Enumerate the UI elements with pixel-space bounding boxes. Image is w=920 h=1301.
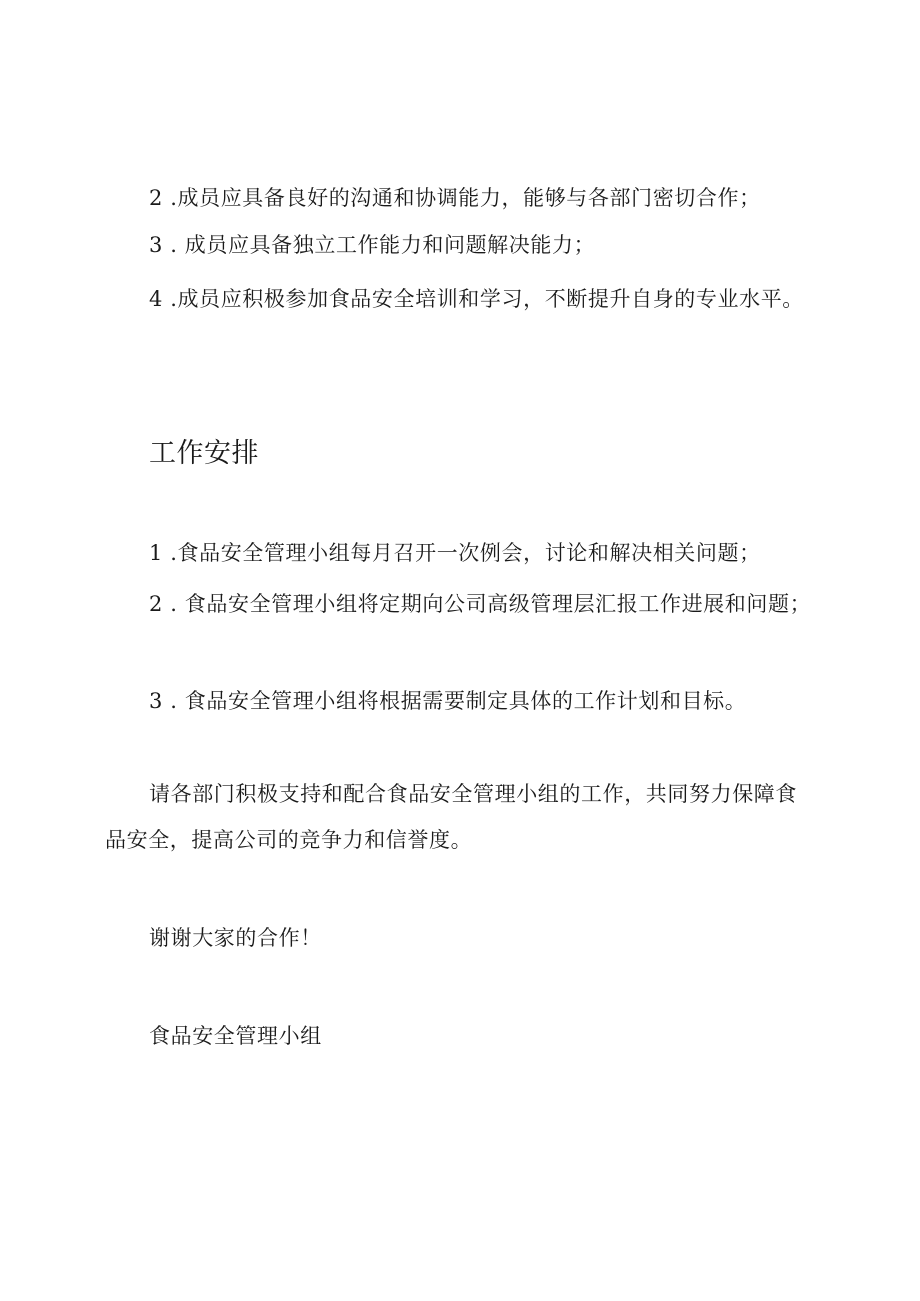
work-item-1: 1 .食品安全管理小组每月召开一次例会，讨论和解决相关问题；: [149, 541, 761, 565]
requirement-item-2: 2 .成员应具备良好的沟通和协调能力，能够与各部门密切合作；: [149, 186, 761, 210]
closing-appeal: 请各部门积极支持和配合食品安全管理小组的工作，共同努力保障食品安全，提高公司的竞争力和信誉度。: [105, 782, 797, 852]
requirement-item-3: 3 . 成员应具备独立工作能力和问题解决能力；: [149, 233, 596, 257]
requirement-item-4: 4 .成员应积极参加食品安全培训和学习，不断提升自身的专业水平。: [149, 287, 804, 311]
closing-thanks: 谢谢大家的合作！: [149, 926, 322, 950]
work-item-3: 3 . 食品安全管理小组将根据需要制定具体的工作计划和目标。: [149, 689, 747, 713]
signature: 食品安全管理小组: [149, 1024, 322, 1048]
work-item-2: 2 . 食品安全管理小组将定期向公司高级管理层汇报工作进展和问题；: [149, 592, 812, 616]
section-heading-work-arrangement: 工作安排: [149, 438, 259, 469]
